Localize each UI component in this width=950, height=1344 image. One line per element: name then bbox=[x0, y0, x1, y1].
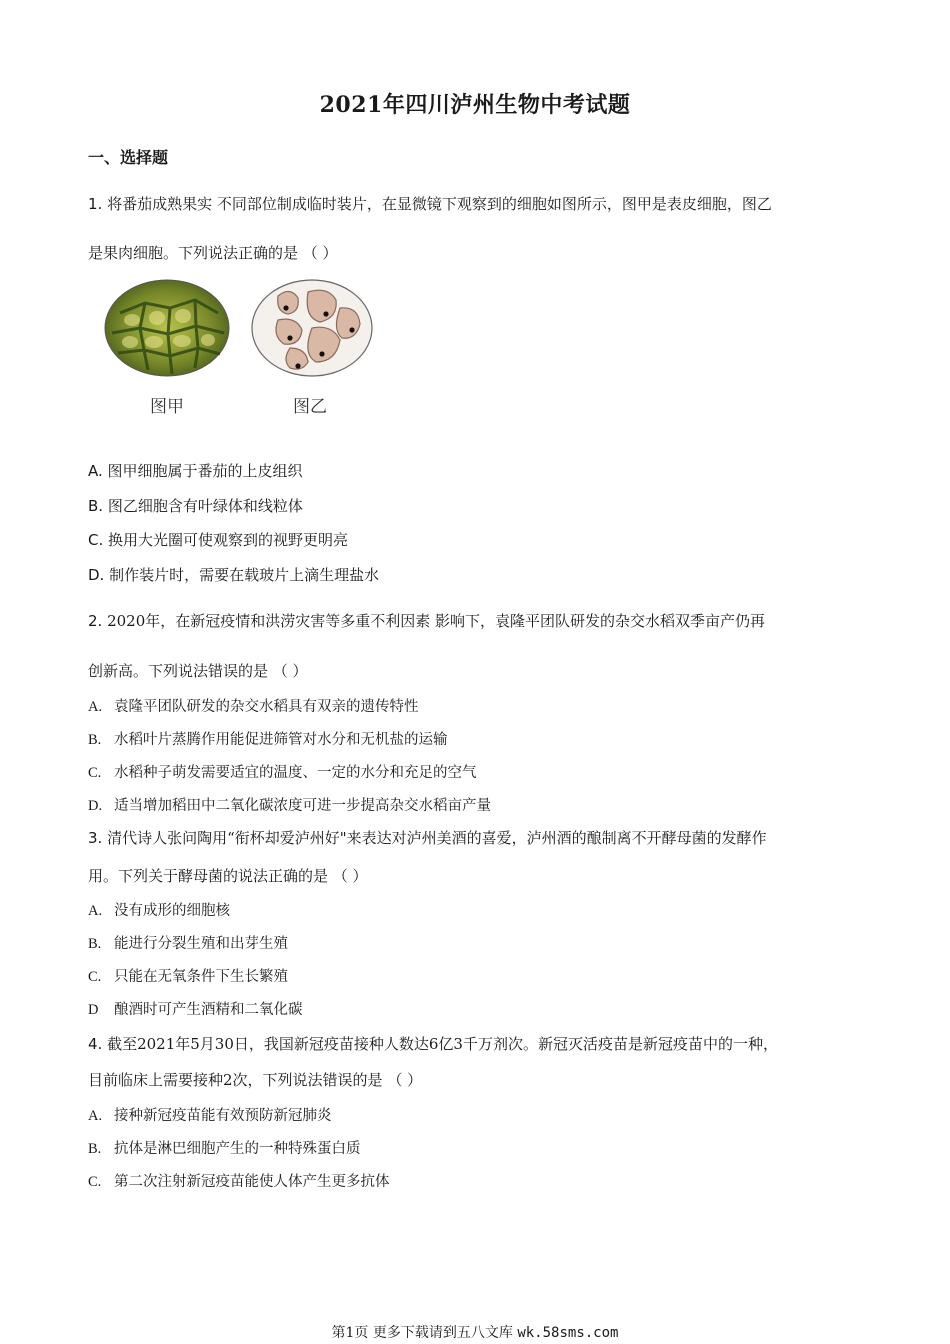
question-1-option-d: D. 制作装片时，需要在载玻片上滴生理盐水 bbox=[88, 566, 380, 584]
question-3-option-c: C. 只能在无氧条件下生长繁殖 bbox=[88, 969, 288, 985]
cell-micrograph-figure bbox=[100, 278, 390, 428]
pulp-cells-image bbox=[252, 280, 372, 376]
figure-caption-left: 图甲 bbox=[150, 397, 184, 417]
footer-text: 第1页 更多下载请到五八文库 bbox=[331, 1325, 513, 1341]
question-number: 3. bbox=[88, 829, 103, 847]
question-3-stem-line-2: 用。下列关于酵母菌的说法正确的是 （ ） bbox=[88, 867, 368, 885]
section-heading: 一、选择题 bbox=[88, 148, 169, 167]
question-4-stem-line-1: 4. 截至2021年5月30日，我国新冠疫苗接种人数达6亿3千万剂次。新冠灭活疫苗是新冠疫苗中的一种， bbox=[88, 1035, 778, 1053]
question-2-option-d: D. 适当增加稻田中二氧化碳浓度可进一步提高杂交水稻亩产量 bbox=[88, 798, 491, 814]
question-number: 4. bbox=[88, 1035, 103, 1053]
page-footer bbox=[0, 1322, 950, 1342]
question-number: 2. bbox=[88, 612, 103, 630]
question-2-option-a: A. 袁隆平团队研发的杂交水稻具有双亲的遗传特性 bbox=[88, 699, 419, 715]
question-1-option-b: B. 图乙细胞含有叶绿体和线粒体 bbox=[88, 497, 303, 515]
question-4-stem-line-2: 目前临床上需要接种2次，下列说法错误的是 （ ） bbox=[88, 1071, 423, 1089]
question-3-option-a: A. 没有成形的细胞核 bbox=[88, 903, 230, 919]
question-number: 1. bbox=[88, 195, 103, 213]
figure-caption-right: 图乙 bbox=[293, 397, 327, 417]
question-3-option-b: B. 能进行分裂生殖和出芽生殖 bbox=[88, 936, 288, 952]
question-1-stem-line-1: 1. 将番茄成熟果实 不同部位制成临时装片，在显微镜下观察到的细胞如图所示，图甲是表皮细胞，图乙 bbox=[88, 195, 772, 213]
footer-site-link[interactable]: wk.58sms.com bbox=[517, 1325, 619, 1341]
question-3-option-d: D 酿酒时可产生酒精和二氧化碳 bbox=[88, 1002, 303, 1018]
question-4-option-a: A. 接种新冠疫苗能有效预防新冠肺炎 bbox=[88, 1108, 332, 1124]
question-4-option-b: B. 抗体是淋巴细胞产生的一种特殊蛋白质 bbox=[88, 1141, 361, 1157]
page-title: 2021年四川泸州生物中考试题 bbox=[319, 92, 631, 118]
question-2-option-b: B. 水稻叶片蒸腾作用能促进筛管对水分和无机盐的运输 bbox=[88, 732, 448, 748]
question-2-option-c: C. 水稻种子萌发需要适宜的温度、一定的水分和充足的空气 bbox=[88, 765, 477, 781]
question-1-option-a: A. 图甲细胞属于番茄的上皮组织 bbox=[88, 462, 303, 480]
question-1-stem-line-2: 是果肉细胞。下列说法正确的是 （ ） bbox=[88, 244, 338, 262]
question-3-stem-line-1: 3. 清代诗人张问陶用“衔杯却爱泸州好"来表达对泸州美酒的喜爱，泸州酒的酿制离不开酵母菌的发酵作 bbox=[88, 829, 767, 847]
question-4-option-c: C. 第二次注射新冠疫苗能使人体产生更多抗体 bbox=[88, 1174, 390, 1190]
question-1-option-c: C. 换用大光圈可使观察到的视野更明亮 bbox=[88, 531, 349, 549]
epidermal-cells-image bbox=[105, 280, 229, 376]
question-2-stem-line-1: 2. 2020年，在新冠疫情和洪涝灾害等多重不利因素 影响下，袁隆平团队研发的杂交水稻双季亩产仍再 bbox=[88, 612, 766, 630]
question-2-stem-line-2: 创新高。下列说法错误的是 （ ） bbox=[88, 662, 308, 680]
